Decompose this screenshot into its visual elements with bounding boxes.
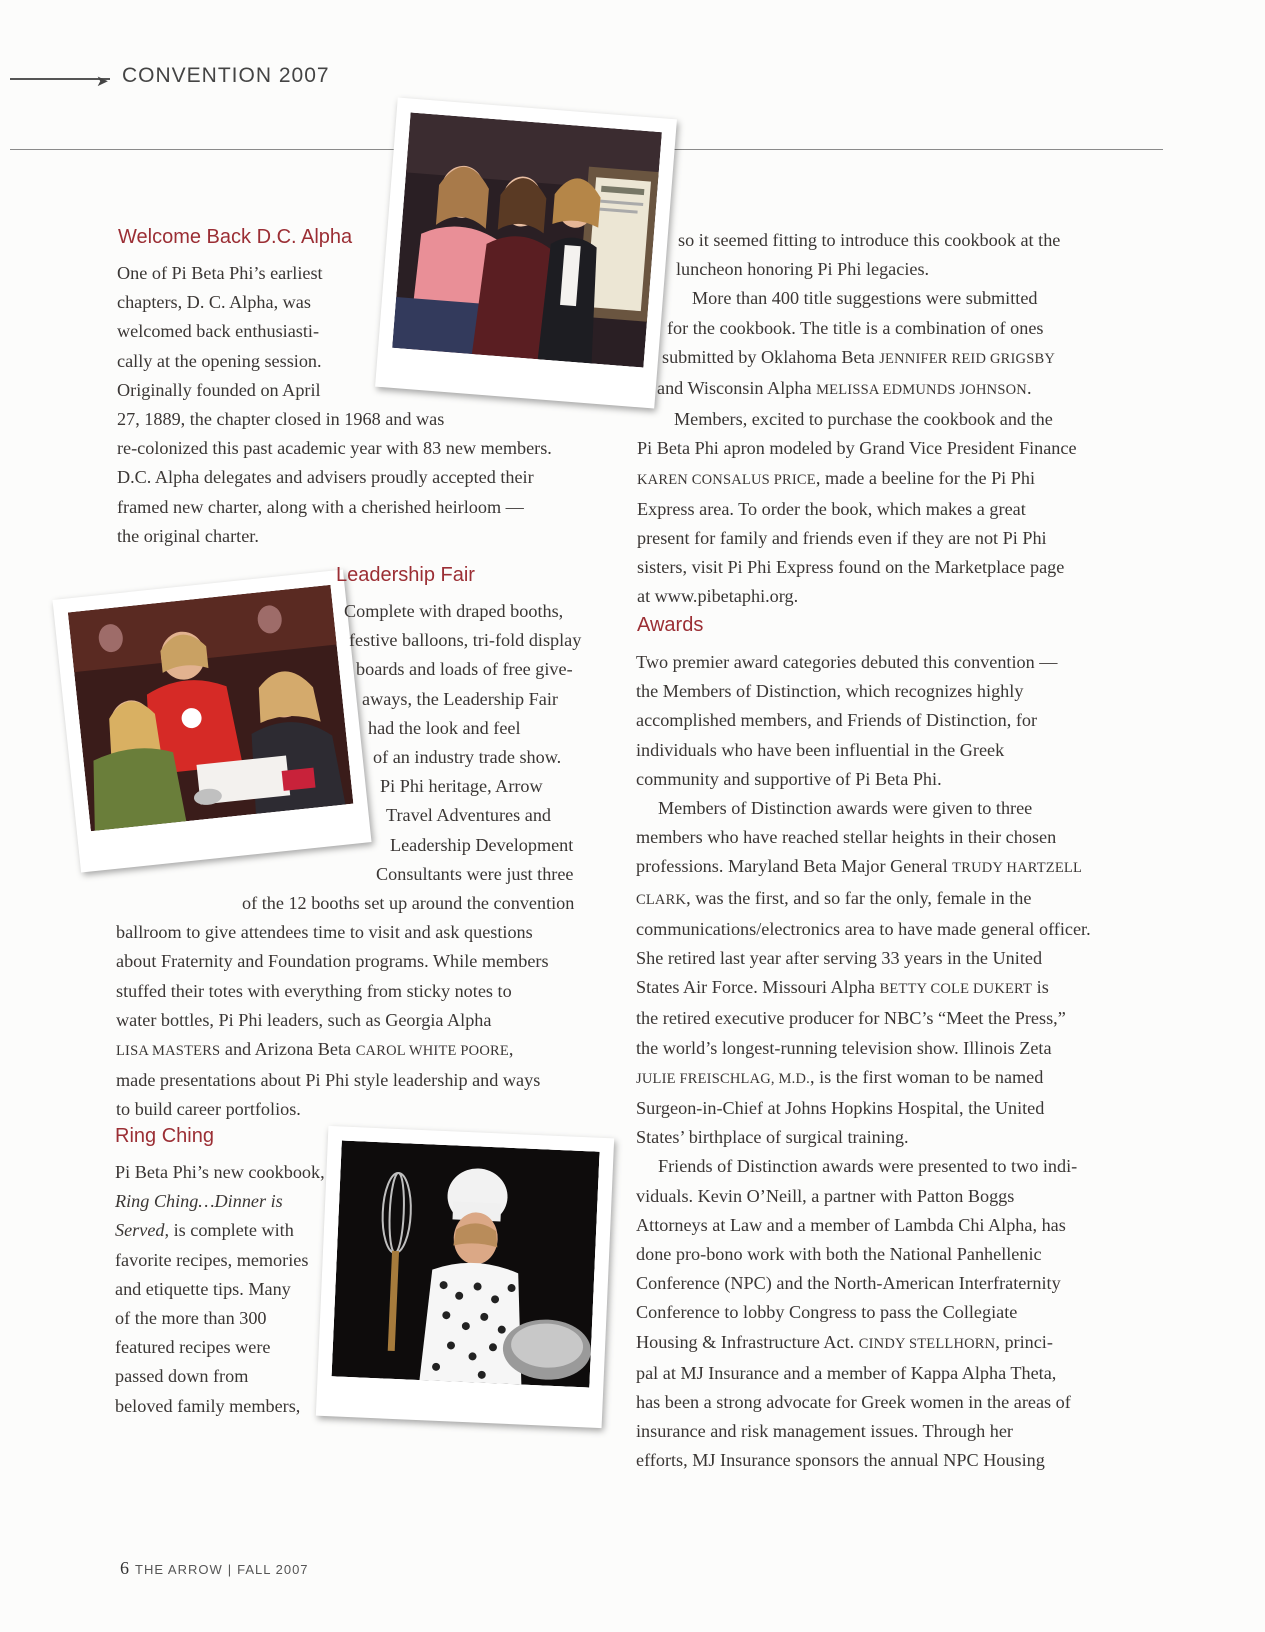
paragraph-ring-ching-continued (0, 226, 1150, 612)
text-line: accomplished members, and Friends of Distinction, for (636, 710, 1038, 731)
text-line: professions. Maryland Beta Major General TRUDY HARTZELL (636, 856, 1083, 877)
text-line: members who have reached stellar heights in their chosen (636, 827, 1057, 848)
text-line: boards and loads of free give- (356, 659, 573, 680)
person-name: MELISSA EDMUNDS JOHNSON (816, 382, 1027, 399)
person-name: LISA MASTERS (116, 1043, 221, 1060)
text-line: at www.pibetaphi.org. (637, 586, 799, 607)
text-line: More than 400 title suggestions were submitted (692, 288, 1038, 309)
text-line: the world’s longest-running television show. Illinois Zeta (636, 1037, 1052, 1058)
text-line: featured recipes were (115, 1337, 271, 1358)
heading-ring-ching: Ring Ching (115, 1125, 214, 1147)
text-line: She retired last year after serving 33 years in the United (636, 948, 1043, 969)
text-line: framed new charter, along with a cherished heirloom — (117, 496, 524, 517)
text-line: passed down from (115, 1366, 249, 1387)
text-line: Friends of Distinction awards were presented to two indi- (658, 1156, 1078, 1177)
text-line: KAREN CONSALUS PRICE, made a beeline for the Pi Phi (637, 467, 1036, 488)
heading-leadership-fair: Leadership Fair (336, 564, 475, 586)
text-line: stuffed their totes with everything from sticky notes to (116, 980, 512, 1001)
text-line: CLARK, was the first, and so far the only, female in the (636, 887, 1032, 908)
page-number: 6 (120, 1558, 129, 1578)
text-line: beloved family members, (115, 1395, 301, 1416)
paragraph-awards (636, 648, 1136, 1476)
text-line: community and supportive of Pi Beta Phi. (636, 768, 942, 789)
text-line: communications/electronics area to have made general officer. (636, 918, 1091, 939)
heading-awards: Awards (637, 614, 704, 636)
text-line: re-colonized this past academic year with 83 new members. (117, 438, 552, 459)
text-line: Conference (NPC) and the North-American Interfraternity (636, 1273, 1061, 1294)
text-line: has been a strong advocate for Greek women in the areas of (636, 1392, 1071, 1413)
text-line: water bottles, Pi Phi leaders, such as Georgia Alpha (116, 1009, 492, 1030)
text-line: of an industry trade show. (373, 747, 562, 768)
heading-dc-alpha: Welcome Back D.C. Alpha (118, 226, 353, 248)
person-name: JENNIFER REID GRIGSBY (879, 350, 1055, 367)
person-name: BETTY COLE DUKERT (879, 981, 1033, 998)
person-name: JULIE FREISCHLAG, M.D. (636, 1070, 810, 1087)
text-line: present for family and friends even if they are not Pi Phi (637, 528, 1047, 549)
text-line: about Fraternity and Foundation programs. While members (116, 951, 549, 972)
text-line: States’ birthplace of surgical training. (636, 1127, 909, 1148)
publication-name: THE ARROW (135, 1562, 223, 1577)
text-line: Pi Phi heritage, Arrow (380, 776, 543, 797)
text-line: Leadership Development (390, 834, 574, 855)
person-name: CAROL WHITE POORE (355, 1043, 509, 1060)
text-line: viduals. Kevin O’Neill, a partner with Patton Boggs (636, 1185, 1015, 1206)
text-line: 27, 1889, the chapter closed in 1968 and was (117, 409, 445, 430)
text-line: Travel Adventures and (386, 805, 552, 826)
text-line: Served, is complete with (115, 1220, 294, 1241)
text-line: done pro-bono work with both the National Panhellenic (636, 1244, 1042, 1265)
text-line: favorite recipes, memories (115, 1249, 309, 1270)
text-line: had the look and feel (368, 717, 521, 738)
footer-separator: | (227, 1562, 233, 1577)
paragraph-leadership-fair-wrap (0, 597, 620, 1125)
text-line: Consultants were just three (376, 863, 574, 884)
book-title: Ring Ching…Dinner is (115, 1191, 283, 1212)
text-line: Members of Distinction awards were given to three (658, 798, 1033, 819)
text-line: JULIE FREISCHLAG, M.D., is the first woman to be named (636, 1066, 1044, 1087)
text-line: aways, the Leadership Fair (362, 688, 558, 709)
text-line: and Wisconsin Alpha MELISSA EDMUNDS JOHNSON. (657, 378, 1032, 399)
book-title: Served, (115, 1220, 170, 1241)
text-line: of the more than 300 (115, 1308, 267, 1329)
text-line: cally at the opening session. (117, 350, 322, 371)
text-line: submitted by Oklahoma Beta JENNIFER REID GRIGSBY (662, 346, 1055, 367)
text-line: to build career portfolios. (116, 1099, 301, 1120)
text-line: Attorneys at Law and a member of Lambda Chi Alpha, has (636, 1214, 1066, 1235)
text-line: of the 12 booths set up around the convention (242, 893, 575, 914)
person-name: CINDY STELLHORN (858, 1335, 996, 1352)
text-line: the original charter. (117, 525, 259, 546)
text-line: and etiquette tips. Many (115, 1278, 291, 1299)
text-line (115, 1187, 345, 1216)
header-arrow-line (10, 78, 110, 80)
text-line: Pi Beta Phi’s new cookbook, (115, 1162, 325, 1182)
photo-ring-ching-chef (316, 1126, 614, 1428)
text-line: ballroom to give attendees time to visit and ask questions (116, 922, 533, 943)
text-line: Complete with draped booths, (344, 601, 564, 621)
arrow-right-icon: ➤ (96, 72, 109, 90)
text-line: Express area. To order the book, which makes a great (637, 498, 1026, 519)
text-line: chapters, D. C. Alpha, was (117, 292, 311, 313)
text-line: Originally founded on April (117, 379, 321, 400)
text-line: luncheon honoring Pi Phi legacies. (676, 259, 930, 280)
text-line: LISA MASTERS and Arizona Beta CAROL WHITE POORE, (116, 1039, 514, 1060)
text-line: so it seemed fitting to introduce this cookbook at the (678, 230, 1061, 250)
text-line: States Air Force. Missouri Alpha BETTY COLE DUKERT is (636, 977, 1049, 998)
text-line: the Members of Distinction, which recognizes highly (636, 681, 1024, 702)
paragraph-ring-ching (115, 1158, 345, 1421)
person-name: TRUDY HARTZELL (952, 860, 1083, 877)
text-line: for the cookbook. The title is a combination of ones (667, 317, 1044, 338)
text-line: Two premier award categories debuted this convention — (636, 652, 1058, 672)
section-title: CONVENTION 2007 (122, 64, 330, 87)
text-line: efforts, MJ Insurance sponsors the annual NPC Housing (636, 1450, 1045, 1471)
text-line: insurance and risk management issues. Through her (636, 1421, 1013, 1442)
issue-name: FALL 2007 (237, 1562, 309, 1577)
text-line: Surgeon-in-Chief at Johns Hopkins Hospital, the United (636, 1098, 1045, 1119)
text-line: welcomed back enthusiasti- (117, 321, 320, 342)
text-line: D.C. Alpha delegates and advisers proudly accepted their (117, 467, 534, 488)
text-line: individuals who have been influential in the Greek (636, 739, 1005, 760)
person-name: KAREN CONSALUS PRICE (637, 471, 816, 488)
text-line: Conference to lobby Congress to pass the Collegiate (636, 1302, 1018, 1323)
photo-ring-ching-image (332, 1140, 600, 1387)
text-line: made presentations about Pi Phi style leadership and ways (116, 1070, 541, 1091)
text-line: Members, excited to purchase the cookbook and the (674, 409, 1053, 430)
text-line: pal at MJ Insurance and a member of Kappa Alpha Theta, (636, 1362, 1057, 1383)
page-footer (120, 1558, 309, 1579)
person-name: CLARK (636, 891, 687, 908)
text-line: Pi Beta Phi apron modeled by Grand Vice President Finance (637, 438, 1077, 459)
text-line: the retired executive producer for NBC’s “Meet the Press,” (636, 1008, 1066, 1029)
text-line: One of Pi Beta Phi’s earliest (117, 263, 323, 283)
text-line: sisters, visit Pi Phi Express found on the Marketplace page (637, 557, 1065, 578)
text-line: festive balloons, tri-fold display (349, 630, 582, 651)
text-line: Housing & Infrastructure Act. CINDY STELLHORN, princi- (636, 1331, 1053, 1352)
